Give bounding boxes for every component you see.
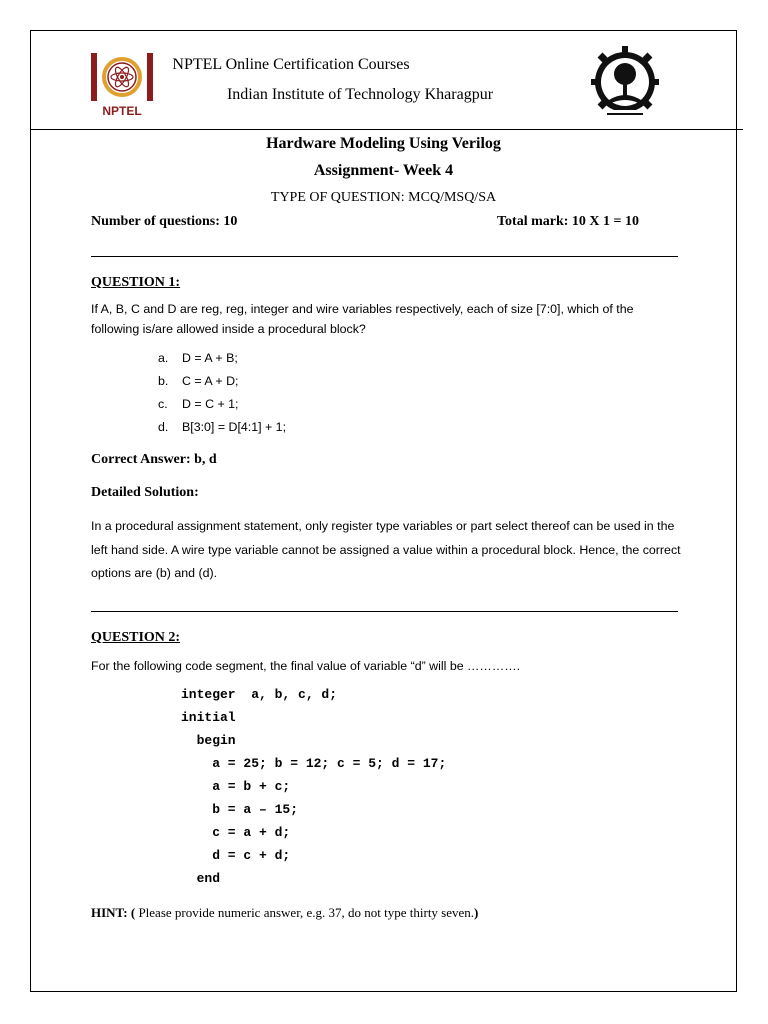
- section-divider-1: [91, 256, 678, 257]
- question-1-text: If A, B, C and D are reg, reg, integer and wire variables respectively, each of size [7:0], which of the following is/are allowed inside a procedural block?: [91, 302, 634, 336]
- code-line: a = 25; b = 12; c = 5; d = 17;: [181, 756, 447, 771]
- iit-kgp-emblem-icon: [587, 44, 663, 124]
- assignment-title: Assignment- Week 4: [313, 162, 454, 179]
- option-label: c.: [158, 397, 168, 411]
- code-line: begin: [181, 733, 236, 748]
- section-divider-2: [91, 611, 678, 612]
- header-divider: [30, 129, 743, 130]
- option-text: C = A + D;: [182, 374, 239, 388]
- question-1-option-c: [158, 397, 238, 411]
- option-label: d.: [158, 420, 169, 434]
- question-1-option-d: [158, 420, 286, 434]
- header-line-1: NPTEL Online Certification Courses: [172, 56, 410, 73]
- nptel-logo-text: NPTEL: [102, 104, 142, 118]
- question-1-option-a: [158, 351, 238, 365]
- question-2-hint: [91, 905, 478, 921]
- code-line: a = b + c;: [181, 779, 291, 794]
- option-text: D = C + 1;: [182, 397, 239, 411]
- question-1-solution-heading: Detailed Solution:: [91, 485, 199, 500]
- question-2-text: For the following code segment, the final value of variable “d” will be ………….: [91, 659, 521, 673]
- hint-label: HINT: (: [91, 905, 136, 920]
- hint-close: ): [474, 905, 479, 920]
- code-line: end: [181, 871, 221, 886]
- hint-text: Please provide numeric answer, e.g. 37, do not type thirty seven.: [135, 905, 475, 920]
- code-line: d = c + d;: [181, 848, 291, 863]
- question-1-answer: Correct Answer: b, d: [91, 452, 217, 467]
- header-line-2: Indian Institute of Technology Kharagpur: [226, 86, 494, 103]
- option-text: D = A + B;: [182, 351, 238, 365]
- option-label: b.: [158, 374, 169, 388]
- code-line: c = a + d;: [181, 825, 291, 840]
- total-mark: Total mark: 10 X 1 = 10: [497, 214, 640, 229]
- question-1-option-b: [158, 374, 238, 388]
- question-1-heading: QUESTION 1:: [91, 275, 181, 290]
- question-2-heading: QUESTION 2:: [91, 630, 181, 645]
- question-1-solution: In a procedural assignment statement, only register type variables or part select thereof can be used in the left hand side. A wire type variable cannot be assigned a value within a procedural block. Hence, the correct options are (b) and (d).: [91, 519, 681, 580]
- question-type: TYPE OF QUESTION: MCQ/MSQ/SA: [270, 190, 497, 205]
- option-text: B[3:0] = D[4:1] + 1;: [182, 420, 287, 434]
- option-label: a.: [158, 351, 169, 365]
- code-line: integer a, b, c, d;: [181, 687, 338, 702]
- code-line: b = a – 15;: [181, 802, 299, 817]
- code-line: initial: [181, 710, 236, 725]
- number-of-questions: Number of questions: 10: [91, 214, 238, 229]
- course-title: Hardware Modeling Using Verilog: [266, 135, 501, 152]
